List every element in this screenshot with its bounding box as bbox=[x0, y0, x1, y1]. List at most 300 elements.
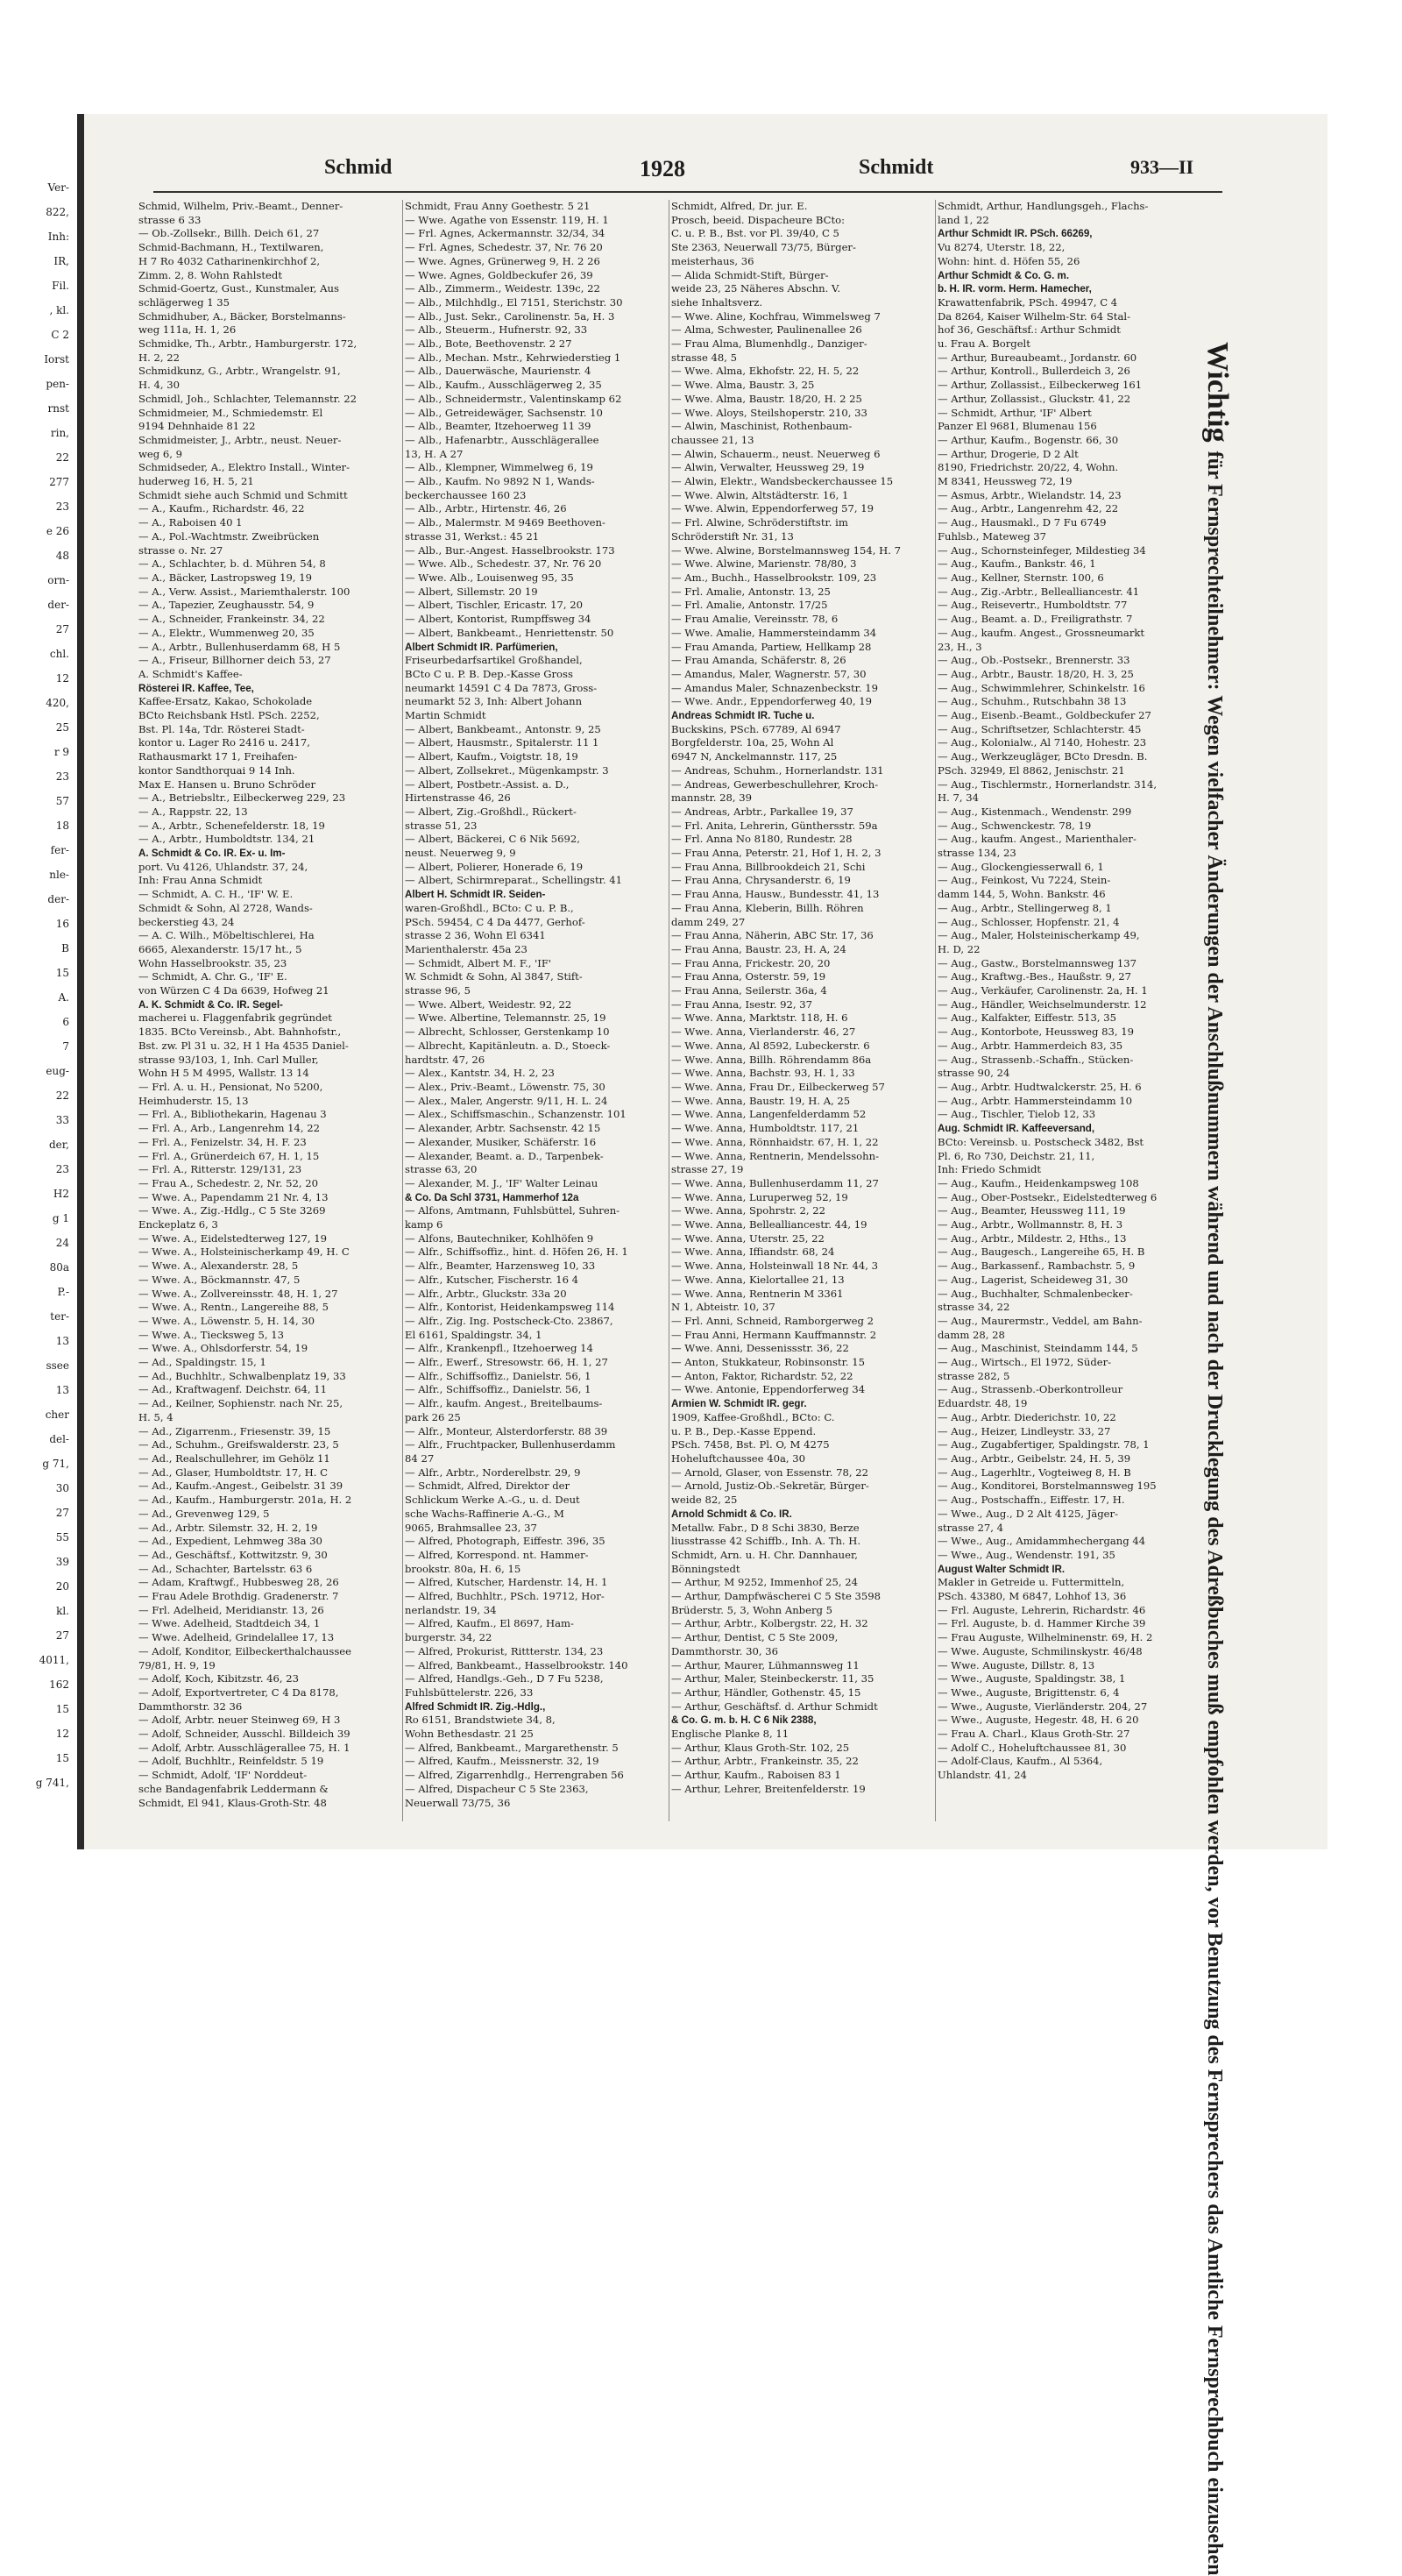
directory-entry-line: kontor Sandthorquai 9 14 Inh. bbox=[138, 763, 295, 777]
directory-entry-line: — Adolf, Exportvertreter, C 4 Da 8178, bbox=[138, 1685, 339, 1699]
directory-entry-line: — Aug., Arbtr., Wollmannstr. 8, H. 3 bbox=[938, 1218, 1123, 1231]
directory-entry-line: huderweg 16, H. 5, 21 bbox=[138, 475, 254, 488]
directory-entry-line: — Arthur, Dampfwäscherei C 5 Ste 3598 bbox=[671, 1590, 882, 1603]
directory-entry-line: 13, H. A 27 bbox=[405, 447, 464, 460]
directory-entry-line: Schmidt siehe auch Schmid und Schmitt bbox=[138, 488, 348, 501]
directory-entry-line: — Frl. Amalie, Antonstr. 13, 25 bbox=[671, 585, 831, 598]
left-page-fragment: Inh: bbox=[47, 231, 69, 243]
directory-entry-line: — Wwe. Alwine, Marienstr. 78/80, 3 bbox=[671, 557, 857, 571]
directory-entry-line: Dammthorstr. 32 36 bbox=[138, 1700, 243, 1713]
directory-entry-line: Bst. zw. Pl 31 u. 32, H 1 Ha 4535 Daniel- bbox=[138, 1039, 349, 1052]
directory-entry-line: — Alexander, M. J., 'IF' Walter Leinau bbox=[405, 1176, 598, 1189]
directory-entry-line: strasse 63, 20 bbox=[405, 1163, 478, 1176]
directory-entry-line: — Albert, Zig.-Großhdl., Rückert- bbox=[405, 805, 577, 818]
directory-entry-line: — Arthur, Maurer, Lühmannsweg 11 bbox=[671, 1658, 860, 1671]
directory-entry-line: — Aug., Glockengiesserwall 6, 1 bbox=[938, 860, 1104, 873]
directory-entry-line: Rathausmarkt 17 1, Freihafen- bbox=[138, 750, 298, 763]
directory-entry-line: — Arthur, Arbtr., Kolbergstr. 22, H. 32 bbox=[671, 1617, 868, 1630]
directory-entry-line: weide 23, 25 Näheres Abschn. V. bbox=[671, 282, 841, 295]
directory-entry-line: — A. C. Wilh., Möbeltischlerei, Ha bbox=[138, 929, 315, 942]
left-page-fragment: rnst bbox=[47, 402, 69, 415]
directory-entry-line: — Adolf, Buchhltr., Reinfeldstr. 5 19 bbox=[138, 1755, 324, 1768]
directory-entry-line: strasse 282, 5 bbox=[938, 1369, 1010, 1382]
left-page-fragment: 20 bbox=[55, 1580, 69, 1593]
left-page-fragment: ssee bbox=[46, 1359, 69, 1372]
directory-entry-line: Schmidt, Arn. u. H. Chr. Dannhauer, bbox=[671, 1548, 858, 1561]
directory-entry-line: — Aug., Beamter, Heussweg 111, 19 bbox=[938, 1204, 1126, 1217]
left-page-fragment: pen- bbox=[46, 378, 69, 390]
directory-entry-line: — Alfr., Zig. Ing. Postscheck-Cto. 23867, bbox=[405, 1314, 613, 1327]
directory-entry-line: — Ad., Spaldingstr. 15, 1 bbox=[138, 1356, 266, 1369]
directory-entry-line: — Wwe. A., Rentn., Langereihe 88, 5 bbox=[138, 1301, 329, 1314]
directory-entry-line: — Alb., Kaufm., Ausschlägerweg 2, 35 bbox=[405, 379, 602, 392]
directory-entry-line: — Wwe. Anna, Langenfelderdamm 52 bbox=[671, 1108, 867, 1121]
directory-entry-line: — Arthur, Geschäftsf. d. Arthur Schmidt bbox=[671, 1700, 878, 1713]
left-page-fragment: orn- bbox=[47, 574, 69, 586]
directory-entry-line: Wohn H 5 M 4995, Wallstr. 13 14 bbox=[138, 1067, 309, 1080]
left-page-fragment: 23 bbox=[55, 770, 69, 783]
left-page-fragment: Ver- bbox=[47, 181, 69, 194]
vertical-notice bbox=[1199, 342, 1234, 2576]
directory-entry-line: — Albert, Polierer, Honerade 6, 19 bbox=[405, 860, 584, 873]
directory-entry-line: — Wwe. Anna, Iffiandstr. 68, 24 bbox=[671, 1245, 835, 1259]
directory-entry-line: Fuhlsb., Mateweg 37 bbox=[938, 529, 1047, 543]
directory-entry-line: Schmidt, Arthur, Handlungsgeh., Flachs- bbox=[938, 200, 1149, 212]
left-page-fragment: nle- bbox=[49, 869, 69, 881]
directory-entry-line: — A., Verw. Assist., Mariemthalerstr. 100 bbox=[138, 585, 350, 598]
directory-entry-line: — Frl. Auguste, b. d. Hammer Kirche 39 bbox=[938, 1617, 1146, 1630]
directory-entry-line: — Aug., Händler, Weichselmunderstr. 12 bbox=[938, 997, 1147, 1011]
directory-entry-line: — Alwin, Verwalter, Heussweg 29, 19 bbox=[671, 461, 865, 474]
directory-entry-line: — Albert, Bankbeamt., Antonstr. 9, 25 bbox=[405, 722, 601, 735]
directory-entry-line: — Alexander, Musiker, Schäferstr. 16 bbox=[405, 1135, 597, 1148]
directory-entry-line: — A., Pol.-Wachtmstr. Zweibrücken bbox=[138, 529, 320, 543]
directory-entry-line: — Wwe. Anna, Bellealliancestr. 44, 19 bbox=[671, 1218, 867, 1231]
left-page-fragment: der- bbox=[47, 599, 69, 611]
directory-entry-line: — Alexander, Beamt. a. D., Tarpenbek- bbox=[405, 1149, 604, 1162]
directory-entry-line: H. D, 22 bbox=[938, 942, 981, 955]
directory-entry-line: u. P. B., Dep.-Kasse Eppend. bbox=[671, 1424, 817, 1437]
directory-entry-line: Inh: Friedo Schmidt bbox=[938, 1163, 1042, 1176]
directory-entry-line: — Frau Auguste, Wilhelminenstr. 69, H. 2 bbox=[938, 1631, 1153, 1644]
notice-title: Wichtig bbox=[1201, 342, 1234, 443]
left-page-fragment: 27 bbox=[55, 1507, 69, 1519]
directory-entry-line: — Frau Amalie, Vereinsstr. 78, 6 bbox=[671, 613, 839, 626]
directory-entry-line: — Aug., Kraftwg.-Bes., Haußstr. 9, 27 bbox=[938, 970, 1131, 983]
directory-entry-line: — Arthur, Klaus Groth-Str. 102, 25 bbox=[671, 1741, 850, 1754]
directory-entry-line: von Würzen C 4 Da 6639, Hofweg 21 bbox=[138, 984, 329, 997]
directory-entry-line: Makler in Getreide u. Futtermitteln, bbox=[938, 1576, 1125, 1589]
directory-entry-line: sche Wachs-Raffinerie A.-G., M bbox=[405, 1507, 564, 1520]
directory-entry-line: N 1, Abteistr. 10, 37 bbox=[671, 1301, 775, 1314]
directory-entry-line: — Amandus, Maler, Wagnerstr. 57, 30 bbox=[671, 667, 867, 680]
directory-entry-line: — Wwe. Anna, Frau Dr., Eilbeckerweg 57 bbox=[671, 1081, 885, 1093]
directory-entry-line: Eduardstr. 48, 19 bbox=[938, 1397, 1028, 1410]
directory-entry-line: — Frl. Alwine, Schröderstiftstr. im bbox=[671, 516, 848, 529]
directory-entry-line: — Alfr., kaufm. Angest., Breitelbaums- bbox=[405, 1397, 603, 1410]
directory-entry-line: — Wwe. Anna, Rönnhaidstr. 67, H. 1, 22 bbox=[671, 1135, 879, 1148]
left-page-fragment: g 741, bbox=[35, 1777, 69, 1789]
directory-entry-line: PSch. 59454, C 4 Da 4477, Gerhof- bbox=[405, 915, 585, 928]
directory-entry-line: — Frl. Agnes, Schedestr. 37, Nr. 76 20 bbox=[405, 241, 603, 254]
directory-entry-line: — Frau Alma, Blumenhdlg., Danziger- bbox=[671, 337, 867, 351]
directory-entry-line: — Albert, Kontorist, Rumpffsweg 34 bbox=[405, 613, 591, 626]
directory-entry-line: 84 27 bbox=[405, 1451, 435, 1465]
directory-entry-line: A. Schmidt's Kaffee- bbox=[138, 667, 243, 680]
left-page-fragment: eug- bbox=[46, 1065, 69, 1077]
directory-entry-line: nerlandstr. 19, 34 bbox=[405, 1603, 497, 1616]
directory-entry-line: — Ob.-Zollsekr., Billh. Deich 61, 27 bbox=[138, 227, 320, 240]
directory-entry-line: — A., Friseur, Billhorner deich 53, 27 bbox=[138, 654, 331, 667]
directory-entry-line: 6665, Alexanderstr. 15/17 ht., 5 bbox=[138, 942, 302, 955]
directory-entry-line: — Aug., Schriftsetzer, Schlachterstr. 45 bbox=[938, 722, 1142, 735]
directory-entry-line: — Aug., Verkäufer, Carolinenstr. 2a, H. 1 bbox=[938, 984, 1148, 997]
directory-entry-line: — Wwe. A., Zollvereinsstr. 48, H. 1, 27 bbox=[138, 1287, 338, 1300]
directory-entry-line: — Ad., Keilner, Sophienstr. nach Nr. 25, bbox=[138, 1397, 343, 1410]
column-separator bbox=[402, 200, 403, 1821]
directory-entry-line: — Wwe. Anna, Kielortallee 21, 13 bbox=[671, 1273, 845, 1286]
directory-entry-line: PSch. 43380, M 6847, Lohhof 13, 36 bbox=[938, 1590, 1127, 1603]
directory-entry-line: — Wwe. Antonie, Eppendorferweg 34 bbox=[671, 1383, 866, 1396]
directory-entry-line: — Wwe. Aloys, Steilshoperstr. 210, 33 bbox=[671, 406, 867, 419]
directory-entry-line: park 26 25 bbox=[405, 1410, 461, 1423]
directory-entry-line: — Frl. A., Arb., Langenrehm 14, 22 bbox=[138, 1122, 321, 1135]
directory-entry-line: — Aug., Beamt. a. D., Freiligrathstr. 7 bbox=[938, 613, 1133, 626]
directory-entry-line: — Aug., kaufm. Angest., Marienthaler- bbox=[938, 833, 1136, 846]
left-page-fragment: 822, bbox=[46, 206, 69, 218]
directory-entry-line: Rösterei IR. Kaffee, Tee, bbox=[138, 682, 254, 694]
directory-entry-line: — Frl. A. u. H., Pensionat, No 5200, bbox=[138, 1081, 323, 1093]
directory-entry-line: — Wwe. Auguste, Dillstr. 8, 13 bbox=[938, 1658, 1095, 1671]
directory-entry-line: — Schmidt, Alfred, Direktor der bbox=[405, 1480, 570, 1493]
directory-entry-line: neumarkt 14591 C 4 Da 7873, Gross- bbox=[405, 681, 598, 694]
directory-entry-line: — Alfred, Buchhltr., PSch. 19712, Hor- bbox=[405, 1590, 605, 1603]
directory-entry-line: — Alb., Beamter, Itzehoerweg 11 39 bbox=[405, 420, 591, 433]
left-page-fragment: 27 bbox=[55, 623, 69, 635]
directory-entry-line: weg 6, 9 bbox=[138, 447, 183, 460]
directory-entry-line: — Aug., Schuhm., Rutschbahn 38 13 bbox=[938, 695, 1127, 708]
directory-entry-line: — Wwe. Anna, Baustr. 19, H. A, 25 bbox=[671, 1094, 851, 1107]
directory-entry-line: — Schmidt, A. Chr. G., 'IF' E. bbox=[138, 970, 287, 983]
directory-entry-line: — Alfred, Bankbeamt., Margarethenstr. 5 bbox=[405, 1741, 619, 1754]
directory-entry-line: — Aug., Arbtr. Hammerdeich 83, 35 bbox=[938, 1039, 1123, 1052]
directory-entry-line: — Albert, Sillemstr. 20 19 bbox=[405, 585, 538, 598]
directory-entry-line: — Adam, Kraftwgf., Hubbesweg 28, 26 bbox=[138, 1576, 339, 1589]
left-page-fragment: der, bbox=[48, 1139, 69, 1151]
directory-entry-line: — Arnold, Justiz-Ob.-Sekretär, Bürger- bbox=[671, 1480, 869, 1493]
directory-entry-line: — Aug., Feinkost, Vu 7224, Stein- bbox=[938, 874, 1111, 887]
directory-entry-line: weg 111a, H. 1, 26 bbox=[138, 323, 237, 337]
directory-entry-line: — Wwe. Albert, Weidestr. 92, 22 bbox=[405, 997, 572, 1011]
directory-entry-line: — Wwe. Anna, Luruperweg 52, 19 bbox=[671, 1190, 848, 1203]
left-page-fragment: r 9 bbox=[53, 746, 69, 758]
directory-entry-line: — Aug., Arbtr., Baustr. 18/20, H. 3, 25 bbox=[938, 667, 1134, 680]
directory-entry-line: weide 82, 25 bbox=[671, 1494, 738, 1507]
directory-entry-line: — Adolf, Konditor, Eilbeckerthalchaussee bbox=[138, 1644, 352, 1657]
header-year: 1928 bbox=[640, 156, 685, 181]
directory-entry-line: — Alfr., Krankenpfl., Itzehoerweg 14 bbox=[405, 1342, 593, 1355]
notice-body: für Fernsprechteilnehmer: Wegen vielfacher Änderungen der Anschlußnummern während und nach der Drucklegung des Adreßbuches muß empfohlen werden, vor Benutzung des Fernsprechers das Amtliche Fernsprechbuch einzusehen bbox=[1203, 451, 1226, 2576]
left-page-fragment: 48 bbox=[55, 550, 69, 562]
left-page-fragment: 4011, bbox=[39, 1654, 69, 1666]
directory-entry-line: — Albert, Bankbeamt., Henriettenstr. 50 bbox=[405, 626, 614, 639]
left-page-fragment: 30 bbox=[55, 1482, 69, 1494]
directory-entry-line: — Alma, Schwester, Paulinenallee 26 bbox=[671, 323, 862, 337]
directory-entry-line: Andreas Schmidt IR. Tuche u. bbox=[671, 710, 815, 722]
directory-entry-line: — Arthur, M 9252, Immenhof 25, 24 bbox=[671, 1576, 859, 1589]
directory-entry-line: — Wwe. Anna, Spohrstr. 2, 22 bbox=[671, 1204, 826, 1217]
directory-entry-line: Ste 2363, Neuerwall 73/75, Bürger- bbox=[671, 241, 856, 254]
left-page-fragment: 55 bbox=[55, 1531, 69, 1543]
directory-entry-line: — Frau Anna, Hausw., Bundesstr. 41, 13 bbox=[671, 888, 880, 901]
directory-entry-line: — Frau Anna, Osterstr. 59, 19 bbox=[671, 970, 826, 983]
directory-entry-line: — A., Schneider, Frankeinstr. 34, 22 bbox=[138, 613, 325, 626]
directory-entry-line: — Wwe. Alwine, Borstelmannsweg 154, H. 7 bbox=[671, 543, 902, 557]
directory-entry-line: Wohn Hasselbrookstr. 35, 23 bbox=[138, 956, 287, 969]
directory-entry-line: — Aug., Zugabfertiger, Spaldingstr. 78, 1 bbox=[938, 1438, 1150, 1451]
directory-entry-line: — Albert, Tischler, Ericastr. 17, 20 bbox=[405, 599, 584, 612]
directory-entry-line: — Aug., Lagerist, Scheideweg 31, 30 bbox=[938, 1273, 1129, 1286]
page-header bbox=[123, 156, 1209, 188]
directory-entry-line: Arthur Schmidt & Co. G. m. bbox=[938, 269, 1070, 281]
directory-entry-line: — Frau Anna, Peterstr. 21, Hof 1, H. 2, 3 bbox=[671, 847, 882, 860]
directory-entry-line: Armien W. Schmidt IR. gegr. bbox=[671, 1398, 807, 1410]
directory-entry-line: — Arthur, Bureaubeamt., Jordanstr. 60 bbox=[938, 351, 1137, 364]
directory-entry-line: — Wwe., Auguste, Spaldingstr. 38, 1 bbox=[938, 1672, 1126, 1685]
left-page-fragment: 162 bbox=[49, 1678, 69, 1691]
directory-entry-line: Schmid-Goertz, Gust., Kunstmaler, Aus bbox=[138, 282, 339, 295]
directory-entry-line: strasse o. Nr. 27 bbox=[138, 543, 223, 557]
book-gutter bbox=[77, 114, 84, 1849]
directory-entry-line: — Alfr., Arbtr., Gluckstr. 33a 20 bbox=[405, 1287, 567, 1300]
left-page-fragment: 7 bbox=[62, 1040, 69, 1053]
directory-entry-line: — Alfred, Zigarrenhdlg., Herrengraben 56 bbox=[405, 1769, 624, 1782]
directory-entry-line: — Wwe. Aline, Kochfrau, Wimmelsweg 7 bbox=[671, 309, 881, 323]
directory-entry-line: Pl. 6, Ro 730, Deichstr. 21, 11, bbox=[938, 1149, 1095, 1162]
directory-entry-line: chaussee 21, 13 bbox=[671, 433, 754, 446]
directory-entry-line: — Alwin, Maschinist, Rothenbaum- bbox=[671, 420, 853, 433]
directory-entry-line: — Alb., Mechan. Mstr., Kehrwiederstieg 1 bbox=[405, 351, 621, 364]
directory-entry-line: — Alfr., Monteur, Alsterdorferstr. 88 39 bbox=[405, 1424, 608, 1437]
directory-entry-line: — Alfr., Kutscher, Fischerstr. 16 4 bbox=[405, 1273, 579, 1286]
left-page-fragment: ter- bbox=[50, 1310, 69, 1323]
directory-entry-line: — Albert, Hausmstr., Spitalerstr. 11 1 bbox=[405, 736, 599, 749]
directory-entry-line: — A., Bäcker, Lastropsweg 19, 19 bbox=[138, 571, 313, 584]
directory-entry-line: — Wwe. Alb., Schedestr. 37, Nr. 76 20 bbox=[405, 557, 602, 571]
directory-entry-line: — Adolf, Schneider, Ausschl. Billdeich 39 bbox=[138, 1728, 350, 1741]
directory-entry-line: Schmidseder, A., Elektro Install., Winter- bbox=[138, 461, 350, 474]
directory-entry-line: port. Vu 4126, Uhlandstr. 37, 24, bbox=[138, 860, 308, 873]
directory-entry-line: — Wwe. A., Eidelstedterweg 127, 19 bbox=[138, 1231, 328, 1245]
directory-entry-line: — Aug., Hausmakl., D 7 Fu 6749 bbox=[938, 516, 1107, 529]
left-page-fragment: e 26 bbox=[46, 525, 69, 537]
directory-entry-line: — Aug., Postschaffn., Eiffestr. 17, H. bbox=[938, 1494, 1125, 1507]
directory-entry-line: Bönningstedt bbox=[671, 1562, 740, 1575]
directory-entry-line: — Frl. Auguste, Lehrerin, Richardstr. 46 bbox=[938, 1603, 1146, 1616]
left-page-fragment: 23 bbox=[55, 1163, 69, 1175]
directory-entry-line: — Frau Anna, Seilerstr. 36a, 4 bbox=[671, 984, 827, 997]
directory-entry-line: waren-Großhdl., BCto: C u. P. B., bbox=[405, 901, 574, 914]
directory-entry-line: — Schmidt, Arthur, 'IF' Albert bbox=[938, 406, 1092, 419]
directory-entry-line: — Arnold, Glaser, von Essenstr. 78, 22 bbox=[671, 1465, 868, 1479]
directory-entry-line: — Wwe. A., Böckmannstr. 47, 5 bbox=[138, 1273, 301, 1286]
directory-entry-line: — A., Elektr., Wummenweg 20, 35 bbox=[138, 626, 315, 639]
left-page-fragment: der- bbox=[47, 893, 69, 905]
directory-entry-line: — Alex., Maler, Angerstr. 9/11, H. L. 24 bbox=[405, 1094, 608, 1107]
directory-entry-line: strasse 48, 5 bbox=[671, 351, 738, 364]
directory-entry-line: — Wwe. Anna, Holsteinwall 18 Nr. 44, 3 bbox=[671, 1260, 879, 1273]
directory-entry-line: 9194 Dehnhaide 81 22 bbox=[138, 420, 256, 433]
directory-entry-line: W. Schmidt & Sohn, Al 3847, Stift- bbox=[405, 970, 583, 983]
directory-entry-line: — Wwe. Anna, Bachstr. 93, H. 1, 33 bbox=[671, 1067, 855, 1080]
directory-entry-line: — Aug., Buchhalter, Schmalenbecker- bbox=[938, 1287, 1133, 1300]
directory-entry-line: Schmid, Wilhelm, Priv.-Beamt., Denner- bbox=[138, 200, 343, 212]
directory-entry-line: — A., Tapezier, Zeughausstr. 54, 9 bbox=[138, 599, 315, 612]
directory-entry-line: H. 2, 22 bbox=[138, 351, 180, 364]
directory-entry-line: — Aug., Ob.-Postsekr., Brennerstr. 33 bbox=[938, 654, 1130, 667]
directory-entry-line: Wohn Bethesdastr. 21 25 bbox=[405, 1728, 534, 1741]
directory-entry-line: 9065, Brahmsallee 23, 37 bbox=[405, 1521, 537, 1534]
directory-column-4 bbox=[938, 200, 1199, 1821]
directory-entry-line: — Alb., Bote, Beethovenstr. 2 27 bbox=[405, 337, 572, 351]
directory-entry-line: — Aug., Kellner, Sternstr. 100, 6 bbox=[938, 571, 1104, 584]
directory-entry-line: BCto C u. P. B. Dep.-Kasse Gross bbox=[405, 667, 573, 680]
directory-entry-line: Prosch, beeid. Dispacheure BCto: bbox=[671, 213, 846, 226]
directory-entry-line: — Schmidt, Albert M. F., 'IF' bbox=[405, 956, 552, 969]
left-page-fragment: 15 bbox=[55, 1752, 69, 1764]
directory-entry-line: — Wwe. Agathe von Essenstr. 119, H. 1 bbox=[405, 213, 609, 226]
directory-entry-line: — Alb., Bur.-Angest. Hasselbrookstr. 173 bbox=[405, 543, 615, 557]
directory-entry-line: — Andreas, Gewerbeschullehrer, Kroch- bbox=[671, 777, 879, 791]
directory-entry-line: — Amandus Maler, Schnazenbeckstr. 19 bbox=[671, 681, 879, 694]
left-page-fragment: 39 bbox=[55, 1556, 69, 1568]
directory-entry-line: Vu 8274, Uterstr. 18, 22, bbox=[938, 241, 1066, 254]
directory-entry-line: — Frl. Anni, Schneid, Ramborgerweg 2 bbox=[671, 1314, 874, 1327]
left-page-fragment: 18 bbox=[55, 820, 69, 832]
directory-entry-line: — Wwe., Auguste, Hegestr. 48, H. 6 20 bbox=[938, 1714, 1139, 1727]
directory-entry-line: Schmid-Bachmann, H., Textilwaren, bbox=[138, 241, 324, 254]
directory-entry-line: neust. Neuerweg 9, 9 bbox=[405, 847, 516, 860]
directory-entry-line: — Arthur, Maler, Steinbeckerstr. 11, 35 bbox=[671, 1672, 874, 1685]
directory-entry-line: Schmidt, Alfred, Dr. jur. E. bbox=[671, 200, 808, 212]
directory-entry-line: — Wwe. Anna, Rentnerin, Mendelssohn- bbox=[671, 1149, 879, 1162]
directory-entry-line: Schlickum Werke A.-G., u. d. Deut bbox=[405, 1494, 580, 1507]
directory-entry-line: strasse 90, 24 bbox=[938, 1067, 1010, 1080]
directory-entry-line: — Aug., Konditorei, Borstelmannsweg 195 bbox=[938, 1480, 1157, 1493]
directory-entry-line: — Ad., Kaufm.-Angest., Geibelstr. 31 39 bbox=[138, 1480, 343, 1493]
directory-entry-line: Inh: Frau Anna Schmidt bbox=[138, 874, 263, 887]
directory-entry-line: — Wwe. Alma, Baustr. 3, 25 bbox=[671, 379, 815, 392]
directory-entry-line: — Ad., Schuhm., Greifswalderstr. 23, 5 bbox=[138, 1438, 339, 1451]
directory-entry-line: PSch. 32949, El 8862, Jenischstr. 21 bbox=[938, 763, 1125, 777]
directory-entry-line: — Aug., Reisevertr., Humboldtstr. 77 bbox=[938, 599, 1128, 612]
directory-entry-line: — A., Schlachter, b. d. Mühren 54, 8 bbox=[138, 557, 326, 571]
directory-entry-line: — Arthur, Händler, Gothenstr. 45, 15 bbox=[671, 1685, 861, 1699]
directory-entry-line: Arnold Schmidt & Co. IR. bbox=[671, 1508, 792, 1520]
directory-entry-line: — Aug., kaufm. Angest., Grossneumarkt bbox=[938, 626, 1145, 639]
directory-entry-line: — Aug., Baugesch., Langereihe 65, H. B bbox=[938, 1245, 1145, 1259]
directory-entry-line: — Wwe. Albertine, Telemannstr. 25, 19 bbox=[405, 1011, 606, 1025]
directory-entry-line: — Aug., Schlosser, Hopfenstr. 21, 4 bbox=[938, 915, 1120, 928]
directory-entry-line: Marienthalerstr. 45a 23 bbox=[405, 942, 528, 955]
directory-entry-line: — Aug., Schwenckestr. 78, 19 bbox=[938, 819, 1092, 832]
directory-entry-line: — Alexander, Arbtr. Sachsenstr. 42 15 bbox=[405, 1122, 601, 1135]
left-page-fragment: 24 bbox=[55, 1237, 69, 1249]
directory-entry-line: — Wwe. Amalie, Hammersteindamm 34 bbox=[671, 626, 877, 639]
directory-entry-line: A. K. Schmidt & Co. IR. Segel- bbox=[138, 998, 283, 1011]
directory-entry-line: BCto: Vereinsb. u. Postscheck 3482, Bst bbox=[938, 1135, 1144, 1148]
directory-entry-line: — Wwe. Alwin, Altstädterstr. 16, 1 bbox=[671, 488, 849, 501]
directory-entry-line: — Ad., Grevenweg 129, 5 bbox=[138, 1507, 270, 1520]
directory-entry-line: 1835. BCto Vereinsb., Abt. Bahnhofstr., bbox=[138, 1025, 342, 1039]
directory-entry-line: strasse 96, 5 bbox=[405, 984, 471, 997]
directory-entry-line: — Adolf, Koch, Kibitzstr. 46, 23 bbox=[138, 1672, 300, 1685]
left-page-fragment: 13 bbox=[55, 1384, 69, 1396]
directory-entry-line: — Aug., Barkassenf., Rambachstr. 5, 9 bbox=[938, 1260, 1136, 1273]
left-page-fragment: 80a bbox=[49, 1261, 69, 1274]
directory-entry-line: Uhlandstr. 41, 24 bbox=[938, 1769, 1027, 1782]
directory-entry-line: Da 8264, Kaiser Wilhelm-Str. 64 Stal- bbox=[938, 309, 1130, 323]
directory-entry-line: hof 36, Geschäftsf.: Arthur Schmidt bbox=[938, 323, 1121, 337]
directory-entry-line: beckerstieg 43, 24 bbox=[138, 915, 235, 928]
directory-entry-line: — Ad., Arbtr. Silemstr. 32, H. 2, 19 bbox=[138, 1521, 318, 1534]
directory-entry-line: mannstr. 28, 39 bbox=[671, 791, 752, 805]
header-right-name: Schmidt bbox=[859, 156, 934, 179]
directory-entry-line: strasse 27, 19 bbox=[671, 1163, 744, 1176]
directory-entry-line: — Arthur, Dentist, C 5 Ste 2009, bbox=[671, 1631, 839, 1644]
directory-entry-line: — Alfred, Kaufm., El 8697, Ham- bbox=[405, 1617, 574, 1630]
left-page-fragment: 15 bbox=[55, 967, 69, 979]
left-page-fragment: 277 bbox=[49, 476, 69, 488]
directory-entry-line: — Wwe. Anna, Vierlanderstr. 46, 27 bbox=[671, 1025, 856, 1039]
directory-entry-line: — Arthur, Kontroll., Bullerdeich 3, 26 bbox=[938, 365, 1130, 378]
directory-entry-line: strasse 93/103, 1, Inh. Carl Muller, bbox=[138, 1053, 319, 1066]
directory-entry-line: — A., Kaufm., Richardstr. 46, 22 bbox=[138, 502, 305, 515]
directory-entry-line: — A., Raboisen 40 1 bbox=[138, 516, 243, 529]
directory-entry-line: — Aug., Maler, Holsteinischerkamp 49, bbox=[938, 929, 1140, 942]
left-page-fragment: 15 bbox=[55, 1703, 69, 1715]
directory-entry-line: — Andreas, Schuhm., Hornerlandstr. 131 bbox=[671, 763, 884, 777]
directory-entry-line: Panzer El 9681, Blumenau 156 bbox=[938, 420, 1097, 433]
directory-entry-line: — Frl. Amalie, Antonstr. 17/25 bbox=[671, 599, 828, 612]
directory-entry-line: H 7 Ro 4032 Catharinenkirchhof 2, bbox=[138, 254, 321, 267]
directory-entry-line: — Ad., Geschäftsf., Kottwitzstr. 9, 30 bbox=[138, 1548, 328, 1561]
left-page-fragment: 27 bbox=[55, 1629, 69, 1642]
left-page-fragment: 57 bbox=[55, 795, 69, 807]
directory-entry-line: schlägerweg 1 35 bbox=[138, 295, 230, 309]
directory-entry-line: & Co. G. m. b. H. C 6 Nik 2388, bbox=[671, 1714, 817, 1727]
directory-entry-line: — Anton, Stukkateur, Robinsonstr. 15 bbox=[671, 1356, 865, 1369]
directory-entry-line: Alfred Schmidt IR. Zig.-Hdlg., bbox=[405, 1700, 546, 1713]
directory-entry-line: — Frl. Anna No 8180, Rundestr. 28 bbox=[671, 833, 853, 846]
directory-entry-line: — Alfred, Photograph, Eiffestr. 396, 35 bbox=[405, 1535, 605, 1548]
left-page-fragment: 13 bbox=[55, 1335, 69, 1347]
directory-entry-line: BCto Reichsbank Hstl. PSch. 2252, bbox=[138, 709, 320, 722]
directory-entry-line: u. Frau A. Borgelt bbox=[938, 337, 1030, 351]
left-page-fragment: 12 bbox=[55, 672, 69, 685]
directory-entry-line: — Alfons, Bautechniker, Kohlhöfen 9 bbox=[405, 1231, 594, 1245]
left-page-fragment: B bbox=[61, 942, 69, 954]
directory-entry-line: — Albrecht, Schlosser, Gerstenkamp 10 bbox=[405, 1025, 610, 1039]
directory-entry-line: — Aug., Kontorbote, Heussweg 83, 19 bbox=[938, 1025, 1134, 1039]
directory-entry-line: — Alfred, Handlgs.-Geh., D 7 Fu 5238, bbox=[405, 1672, 604, 1685]
directory-entry-line: — Aug., Tischler, Tielob 12, 33 bbox=[938, 1108, 1096, 1121]
directory-entry-line: 1909, Kaffee-Großhdl., BCto: C. bbox=[671, 1410, 835, 1423]
left-page-fragment: 33 bbox=[55, 1114, 69, 1126]
header-left-name: Schmid bbox=[324, 156, 393, 179]
directory-entry-line: — Aug., Arbtr., Mildestr. 2, Hths., 13 bbox=[938, 1231, 1127, 1245]
directory-entry-line: Ro 6151, Brandstwiete 34, 8, bbox=[405, 1714, 556, 1727]
